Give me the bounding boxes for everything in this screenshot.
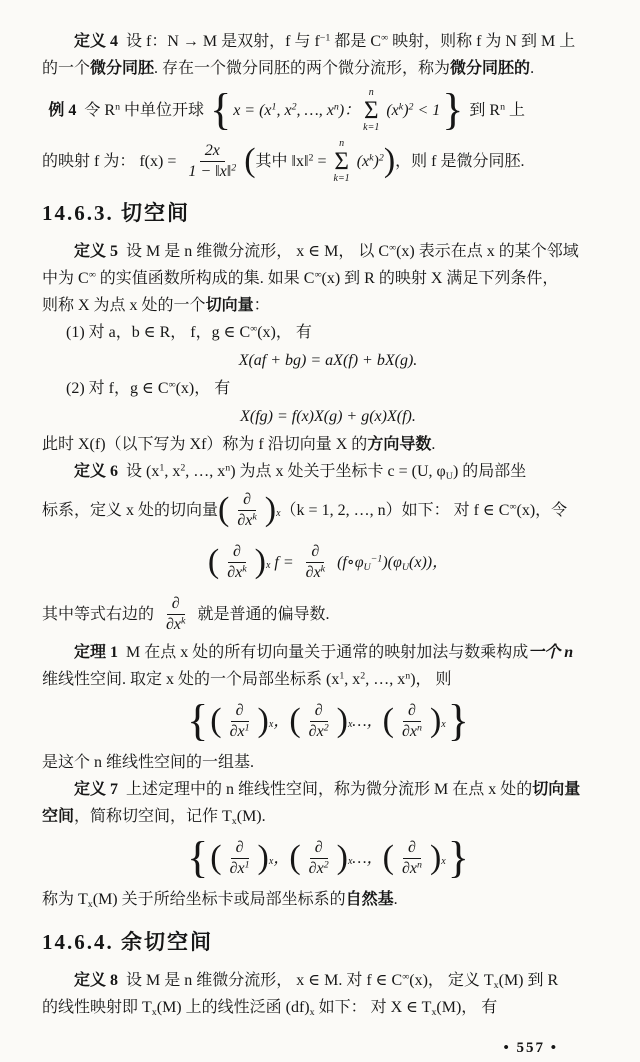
basis-set-formula-1	[42, 694, 614, 748]
left-paren: (	[244, 142, 256, 180]
condition-2: (2) 对 f，g ∈ C∞(x)， 有	[66, 379, 231, 397]
left-brace: {	[210, 85, 232, 135]
left-paren: (	[207, 543, 220, 581]
tangent-vector-formula	[42, 535, 614, 589]
definition-5-line-2: 中为 C∞ 的实值函数所构成的集. 如果 C∞(x) 到 R 的映射 X 满足下列条件，	[42, 269, 559, 287]
partial-fraction	[232, 490, 261, 531]
example-4-conclusion: ，则 f 是微分同胚.	[395, 152, 525, 170]
right-paren: )	[257, 839, 269, 877]
right-paren: )	[429, 702, 442, 740]
left-paren: (	[218, 491, 230, 529]
denominator: $\partial x^k$	[166, 615, 186, 633]
separator-dots: …，	[352, 849, 383, 867]
natural-basis-note: 称为 $T_x(M)$ 关于所给坐标卡或局部坐标系的自然基.	[42, 891, 398, 910]
partial-fraction	[161, 594, 190, 635]
numerator: 2x	[200, 141, 225, 162]
partial-fraction	[397, 701, 427, 742]
left-paren: (	[210, 702, 222, 740]
definition-5-line-1: 定义 5 设 M 是 n 维微分流形， x ∈ M， 以 C∞(x) 表示在点 x 的某个邻域	[74, 242, 579, 260]
partial-fraction	[222, 542, 251, 583]
partial-fraction	[397, 838, 427, 879]
partial-fraction	[225, 838, 255, 879]
theorem-1-line-2: 维线性空间. 取定 x 处的一个局部坐标系 ($x^1$, $x^2$, …, $x^n$)， 则	[42, 670, 452, 688]
denominator: $\partial x^k$	[237, 511, 257, 529]
definition-6-line-2-head: 标系，定义 x 处的切向量	[42, 501, 219, 519]
page-number: • 557 •	[503, 1040, 558, 1056]
right-brace: }	[447, 696, 469, 746]
denominator: $\partial x^n$	[401, 859, 422, 877]
denominator: $\partial x^1$	[229, 859, 250, 877]
right-paren: )	[336, 839, 348, 877]
definition-7-line-2: 空间，简称切空间，记作 $T_x(M)$.	[42, 808, 266, 827]
numerator: ∂	[228, 542, 246, 563]
partial-derivative-note	[42, 591, 614, 637]
numerator: ∂	[167, 594, 185, 615]
definition-7-line-1: 定义 7 上述定理中的 n 维线性空间，称为微分流形 M 在点 x 处的切向量	[74, 781, 581, 798]
right-paren: )	[264, 491, 277, 529]
separator-comma: ，	[273, 849, 290, 867]
point-subscript: x	[347, 855, 353, 867]
summation-1	[363, 88, 379, 133]
numerator: ∂	[306, 542, 324, 563]
partial-xn-vector	[383, 701, 446, 742]
definition-6-line-2-tail: （k = 1, 2, …, n）如下： 对 f ∈ C∞(x)，令	[280, 501, 568, 519]
definition-4-line-2: 的一个微分同胚. 存在一个微分同胚的两个微分流形，称为微分同胚的.	[42, 60, 535, 77]
partial-fraction	[304, 838, 334, 879]
sum-lower-limit: k=1	[333, 172, 350, 184]
left-brace: {	[187, 833, 209, 883]
definition-6-line-2	[42, 487, 614, 533]
linearity-formula: X(af + bg) = aX(f) + bX(g).	[238, 352, 418, 369]
definition-6-line-1: 定义 6 设 ($x^1$, $x^2$, …, $x^n$) 为点 x 处关于坐标卡 c = (U, $\varphi_U$) 的局部坐	[74, 462, 527, 482]
map-definition-text: 的映射 f 为： f(x) =	[42, 152, 181, 170]
right-paren: )	[336, 702, 348, 740]
theorem-1-line-1: 定理 1 M 在点 x 处的所有切向量关于通常的映射加法与数乘构成一个 n	[74, 644, 574, 661]
left-paren: (	[289, 839, 301, 877]
denominator: $\partial x^n$	[401, 722, 422, 740]
point-subscript: x	[268, 855, 274, 867]
partial-xk-vector	[218, 490, 281, 531]
partial-x2-vector	[289, 838, 352, 879]
norm-definition: 其中 ‖x‖$^2$ =	[255, 152, 331, 170]
point-subscript: x	[276, 507, 281, 519]
separator-dots: …，	[352, 712, 383, 730]
numerator: ∂	[403, 701, 421, 722]
partial-x1-vector	[210, 701, 273, 742]
numerator: ∂	[231, 838, 249, 859]
left-paren: (	[210, 839, 222, 877]
separator-comma: ，	[273, 712, 290, 730]
right-paren: )	[429, 839, 442, 877]
example-4-line-1	[42, 84, 614, 136]
numerator: ∂	[403, 838, 421, 859]
numerator: ∂	[310, 838, 328, 859]
sigma-symbol: Σ	[363, 96, 379, 124]
partial-xn-vector	[383, 838, 446, 879]
denominator: $\partial x^1$	[229, 722, 250, 740]
point-subscript: x	[265, 559, 271, 571]
partial-fraction	[225, 701, 255, 742]
left-paren: (	[289, 702, 301, 740]
denominator: $\partial x^k$	[227, 563, 247, 581]
note-head: 其中等式右边的	[42, 605, 159, 623]
definition-8-line-2: 的线性映射即 $T_x(M)$ 上的线性泛函 $(df)_x$ 如下： 对 X ∈ $T_x(M)$， 有	[42, 999, 498, 1018]
section-heading-tangent-space: 14.6.3. 切空间	[42, 201, 190, 225]
partial-fraction	[304, 701, 334, 742]
left-brace: {	[187, 696, 209, 746]
point-subscript: x	[268, 718, 274, 730]
map-fraction	[183, 141, 241, 182]
partial-fraction-rhs	[301, 542, 330, 583]
partial-xk-vector	[208, 542, 271, 583]
partial-x2-vector	[289, 701, 352, 742]
theorem-1-conclusion: 是这个 n 维线性空间的一组基.	[42, 754, 255, 771]
sum-lower-limit: k=1	[363, 121, 380, 133]
right-brace: }	[447, 833, 469, 883]
directional-derivative-note: 此时 X(f)（以下写为 Xf）称为 f 沿切向量 X 的方向导数.	[42, 436, 436, 453]
set-elements: $x = (x^1$, $x^2$, …, $x^n$)：	[233, 101, 361, 119]
denominator: $\partial x^2$	[308, 722, 329, 740]
right-brace: }	[442, 85, 464, 135]
condition-1: (1) 对 a，b ∈ R， f，g ∈ C∞(x)， 有	[66, 323, 312, 341]
example-4-line-2	[42, 138, 614, 184]
numerator: ∂	[310, 701, 328, 722]
point-subscript: x	[441, 718, 446, 730]
right-paren: )	[257, 702, 269, 740]
partial-x1-vector	[210, 838, 273, 879]
sigma-symbol: Σ	[334, 147, 349, 175]
equals-part: f =	[270, 553, 298, 571]
sum-upper-limit: n	[339, 137, 345, 149]
sum-upper-limit: n	[368, 86, 374, 98]
summation-2	[334, 139, 350, 184]
point-subscript: x	[441, 855, 446, 867]
numerator: ∂	[238, 490, 256, 511]
left-paren: (	[382, 839, 394, 877]
numerator: ∂	[231, 701, 249, 722]
ball-condition: $(x^k)^2 < 1$	[382, 101, 441, 119]
right-paren: )	[383, 142, 396, 180]
point-subscript: x	[347, 718, 353, 730]
denominator: $\partial x^k$	[305, 563, 326, 581]
definition-4-line-1: 定义 4 设 f：N → M 是双射，f 与 $f^{-1}$ 都是 C∞ 映射，则称 f 为 N 到 M 上	[74, 32, 576, 50]
denominator: $\partial x^2$	[308, 859, 329, 877]
definition-8-line-1: 定义 8 设 M 是 n 维微分流形， x ∈ M. 对 f ∈ C∞(x)， 定义 $T_x(M)$ 到 R	[74, 971, 559, 991]
left-paren: (	[382, 702, 394, 740]
definition-5-line-3: 则称 X 为点 x 处的一个切向量：	[42, 297, 270, 314]
denominator: 1 − ‖x‖$^2$	[188, 162, 237, 180]
section-heading-cotangent-space: 14.6.4. 余切空间	[42, 930, 213, 954]
note-tail: 就是普通的偏导数.	[193, 605, 330, 623]
squared-term: $(x^k)^2$	[352, 152, 384, 170]
basis-set-formula-2	[42, 831, 614, 885]
example-4-intro: 例 4 令 $R^n$ 中单位开球	[48, 101, 209, 119]
right-paren: )	[254, 543, 266, 581]
composition-part: $(f\circ\varphi_U^{-1})(\varphi_U(x))$，	[333, 553, 449, 573]
example-4-line-1-tail: 到 $R^n$ 上	[465, 101, 526, 119]
leibniz-formula: X(fg) = f(x)X(g) + g(x)X(f).	[240, 408, 416, 425]
